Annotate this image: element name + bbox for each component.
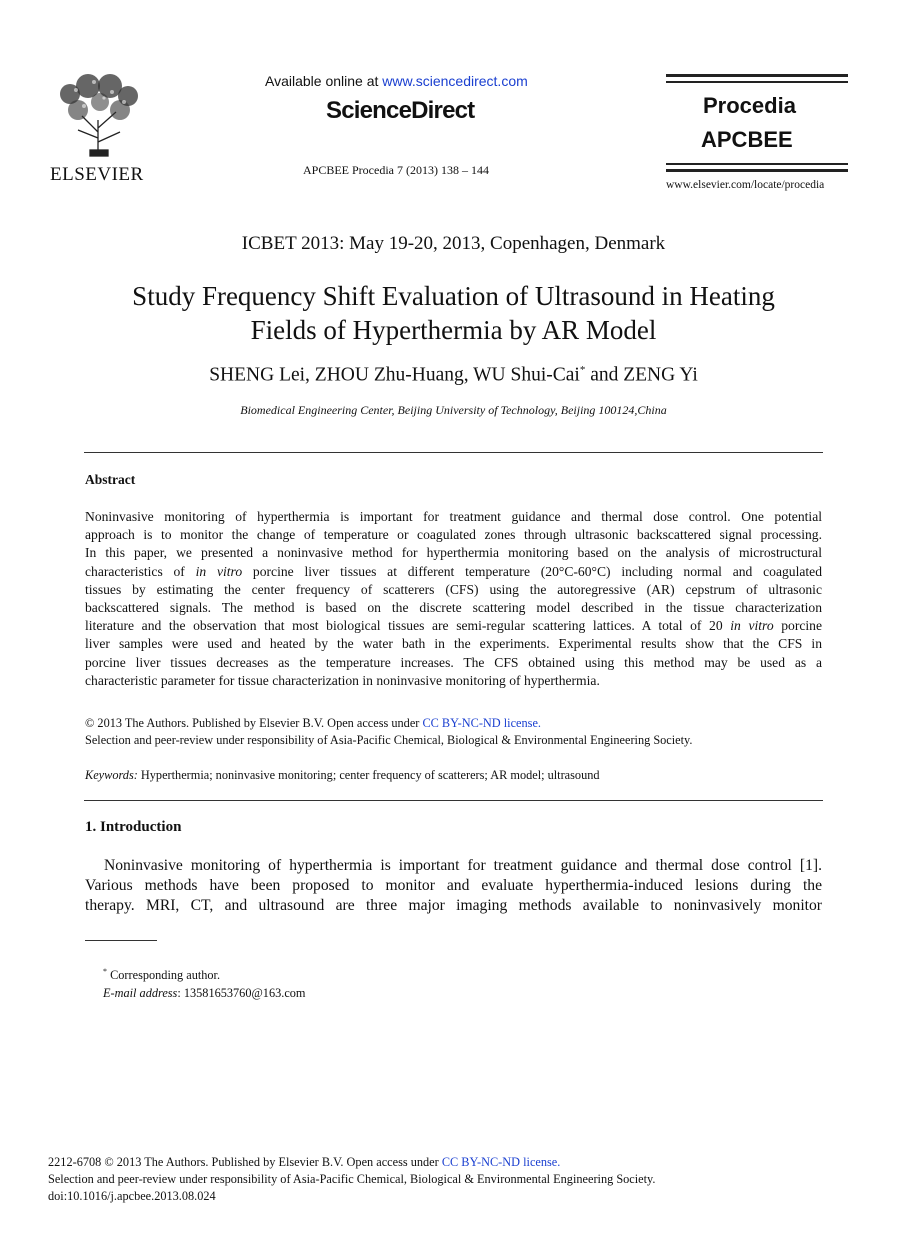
journal-citation: APCBEE Procedia 7 (2013) 138 – 144 [303,163,489,177]
footnote-corresponding-text: Corresponding author. [107,968,221,983]
conference-line: ICBET 2013: May 19-20, 2013, Copenhagen, Denmark [241,233,666,254]
paper-title-line2: Fields of Hyperthermia by AR Model [250,315,657,345]
abstract-body [85,508,822,690]
author-list [0,364,907,387]
footer-license-link[interactable]: CC BY-NC-ND license. [441,1155,561,1169]
abstract-italic: in vitro [195,563,243,579]
abstract-bottom-rule [84,800,823,801]
authors-main: SHENG Lei, ZHOU Zhu-Huang, WU Shui-Cai [209,364,580,386]
copyright-line2: Selection and peer-review under responsibility of Asia-Pacific Chemical, Biological & Environmental Engineering Society. [85,733,693,747]
elsevier-tree-icon [50,72,150,158]
journal-box-top-rule-2 [666,81,848,83]
sciencedirect-link[interactable]: www.sciencedirect.com [382,73,528,89]
abstract-line: porcine liver tissues decreases as the temperature increases. The CFS obtained using this method may be used as a [85,654,822,670]
abstract-text: porcine liver tissues at different temperature (20°C-60°C) including normal and coagulated [242,563,822,579]
footer-line1 [48,1154,655,1171]
abstract-line: approach is to monitor the change of temperature or coagulated zones through ultrasonic backscattered signal processing. [85,527,822,543]
copyright-text: © 2013 The Authors. Published by Elsevier B.V. Open access under [85,716,423,730]
introduction-heading: 1. Introduction [85,819,182,835]
available-online [265,73,528,89]
introduction-body [85,856,822,916]
abstract-line: Noninvasive monitoring of hyperthermia is important for treatment guidance and thermal dose control. One potential [85,509,822,524]
paper-title [0,279,907,347]
paper-title-line1: Study Frequency Shift Evaluation of Ultrasound in Heating [132,281,775,311]
abstract-line: liver samples were used and heated by the water bath in the experiments. Experimental results show that the CFS in [85,636,822,652]
keywords-text: Hyperthermia; noninvasive monitoring; center frequency of scatterers; AR model; ultrasound [137,768,600,782]
footer-issn: 2212-6708 © 2013 The Authors. Published by Elsevier B.V. Open access under [48,1155,442,1169]
keywords [85,768,600,783]
abstract-line [85,563,822,581]
footer-line2: Selection and peer-review under responsibility of Asia-Pacific Chemical, Biological & Environmental Engineering Society. [48,1172,656,1186]
abstract-line: In this paper, we presented a noninvasive method for hyperthermia monitoring based on the analysis of microstructural [85,545,822,561]
affiliation: Biomedical Engineering Center, Beijing University of Technology, Beijing 100124,China [240,403,667,417]
abstract-text: porcine [773,618,822,634]
available-prefix: Available online at [265,73,383,89]
license-link[interactable]: CC BY-NC-ND license. [422,716,541,730]
abstract-line [85,617,822,635]
abstract-line: characteristic parameter for tissue characterization in noninvasive monitoring of hyperthermia. [85,672,600,688]
publisher-name: ELSEVIER [50,164,144,185]
copyright-block [85,715,692,749]
journal-box-top-rule-1 [666,74,848,77]
corresponding-mark: * [579,364,586,376]
email-value: : 13581653760@163.com [177,986,306,1001]
abstract-italic: in vitro [730,618,774,634]
authors-last: and ZENG Yi [585,364,698,386]
elsevier-logo [50,72,150,185]
journal-box-bottom-rule-2 [666,169,848,172]
abstract-line: backscattered signals. The method is based on the discrete scattering model described in the tissue characterization [85,600,822,616]
email-label: E-mail address [103,986,178,1001]
intro-line: Various methods have been proposed to monitor and evaluate hyperthermia-induced lesions during the [85,877,822,894]
footer-doi[interactable]: doi:10.1016/j.apcbee.2013.08.024 [48,1189,216,1203]
journal-name-line2: APCBEE [701,127,793,152]
journal-name-line1: Procedia [703,93,796,118]
abstract-line: tissues by estimating the center frequency of scatterers (CFS) using the autoregressive (AR) cepstrum of ultrasonic [85,581,822,597]
abstract-heading: Abstract [85,472,136,487]
footnote-mark: * [103,967,107,976]
abstract-text: literature and the observation that most biological tissues are semi-regular scattering lattices. A total of 20 [85,618,731,634]
footnote-corresponding [103,963,306,984]
sciencedirect-wordmark: ScienceDirect [326,97,475,124]
footnote-rule [85,940,157,941]
footnote-email [103,984,306,1002]
journal-url[interactable]: www.elsevier.com/locate/procedia [666,179,825,191]
intro-line: Noninvasive monitoring of hyperthermia is important for treatment guidance and thermal dose control [1]. [104,857,822,874]
abstract-text: characteristics of [85,563,196,579]
footnote [103,963,306,1002]
copyright-line1 [85,715,692,732]
keywords-label: Keywords: [85,768,138,782]
intro-line: therapy. MRI, CT, and ultrasound are three major imaging methods available to noninvasively monitor [85,897,822,914]
page-footer [48,1154,655,1205]
abstract-top-rule [84,452,823,453]
journal-box-bottom-rule-1 [666,163,848,165]
